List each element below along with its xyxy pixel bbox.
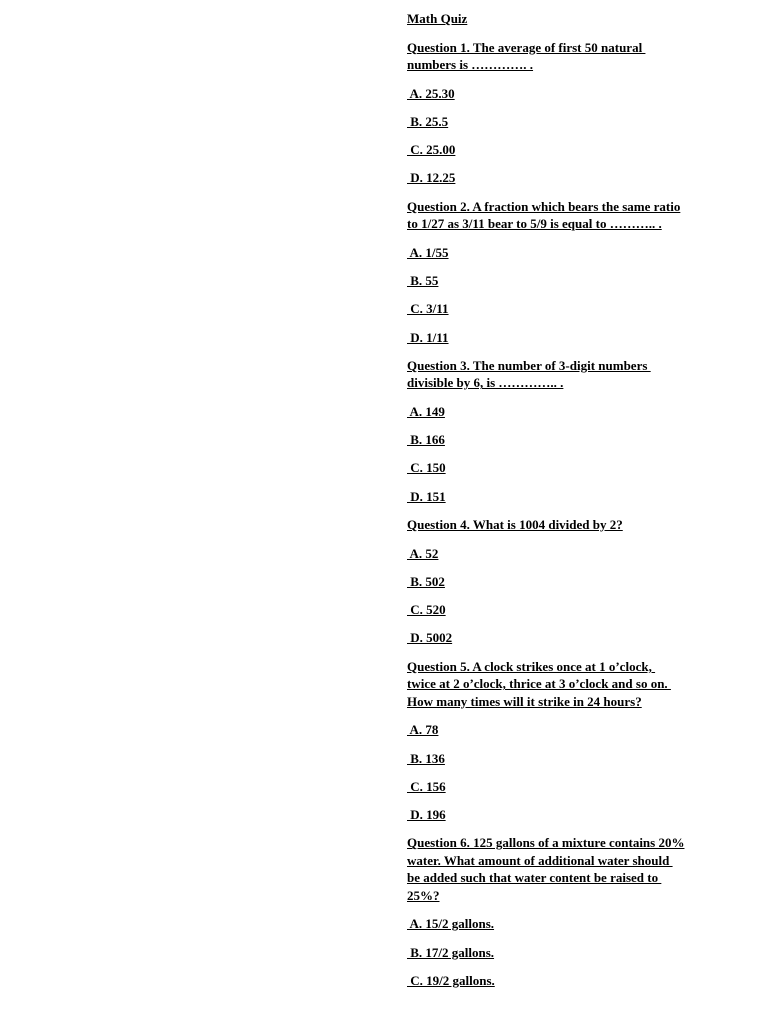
question-3 <box>407 357 737 392</box>
option-q6-c: C. 19/2 gallons. <box>407 973 495 989</box>
option-q2-c: C. 3/11 <box>407 301 449 317</box>
question-text-line: Question 1. The average of first 50 natural <box>407 39 646 55</box>
option-q1-a: A. 25.30 <box>407 85 455 101</box>
quiz-column <box>407 10 737 1000</box>
question-text-line: Question 3. The number of 3-digit numbers <box>407 357 651 373</box>
question-text-line: 25%? <box>407 887 440 903</box>
option-q1-b: B. 25.5 <box>407 113 449 129</box>
option-q5-a: A. 78 <box>407 722 439 738</box>
question-text-line: Question 6. 125 gallons of a mixture contains 20% <box>407 835 685 851</box>
option-q4-b: B. 502 <box>407 573 445 589</box>
question-text-line: numbers is …………. . <box>407 57 534 72</box>
option-q6-b: B. 17/2 gallons. <box>407 944 495 960</box>
option-q2-d: D. 1/11 <box>407 329 449 345</box>
option-q2-a: A. 1/55 <box>407 244 449 260</box>
option-q4-c: C. 520 <box>407 602 446 618</box>
option-q1-d: D. 12.25 <box>407 170 456 186</box>
question-text-line: divisible by 6, is ………….. . <box>407 375 564 391</box>
question-text-line: water. What amount of additional water should <box>407 852 673 868</box>
question-text-line: How many times will it strike in 24 hours? <box>407 693 642 709</box>
question-5 <box>407 658 737 711</box>
question-text-line: Question 5. A clock strikes once at 1 o’clock, <box>407 658 656 674</box>
option-q3-a: A. 149 <box>407 403 445 419</box>
question-text-line: to 1/27 as 3/11 bear to 5/9 is equal to ……….. . <box>407 216 662 232</box>
option-q3-c: C. 150 <box>407 460 446 476</box>
option-q5-c: C. 156 <box>407 778 446 794</box>
question-4 <box>407 516 737 534</box>
option-q4-d: D. 5002 <box>407 630 453 646</box>
option-q6-a: A. 15/2 gallons. <box>407 916 495 932</box>
option-q1-c: C. 25.00 <box>407 142 456 158</box>
option-q4-a: A. 52 <box>407 545 439 561</box>
option-q2-b: B. 55 <box>407 272 439 288</box>
question-text-line: Question 2. A fraction which bears the same ratio <box>407 198 681 214</box>
question-text-line: be added such that water content be raised to <box>407 870 662 886</box>
question-6 <box>407 834 737 904</box>
option-q3-b: B. 166 <box>407 432 445 448</box>
question-1 <box>407 39 737 74</box>
option-q5-b: B. 136 <box>407 750 445 766</box>
question-text-line: twice at 2 o’clock, thrice at 3 o’clock and so on. <box>407 676 671 692</box>
option-q3-d: D. 151 <box>407 488 446 504</box>
page-title: Math Quiz <box>407 11 468 26</box>
option-q5-d: D. 196 <box>407 807 446 823</box>
question-text-line: Question 4. What is 1004 divided by 2? <box>407 517 623 533</box>
question-2 <box>407 198 737 233</box>
